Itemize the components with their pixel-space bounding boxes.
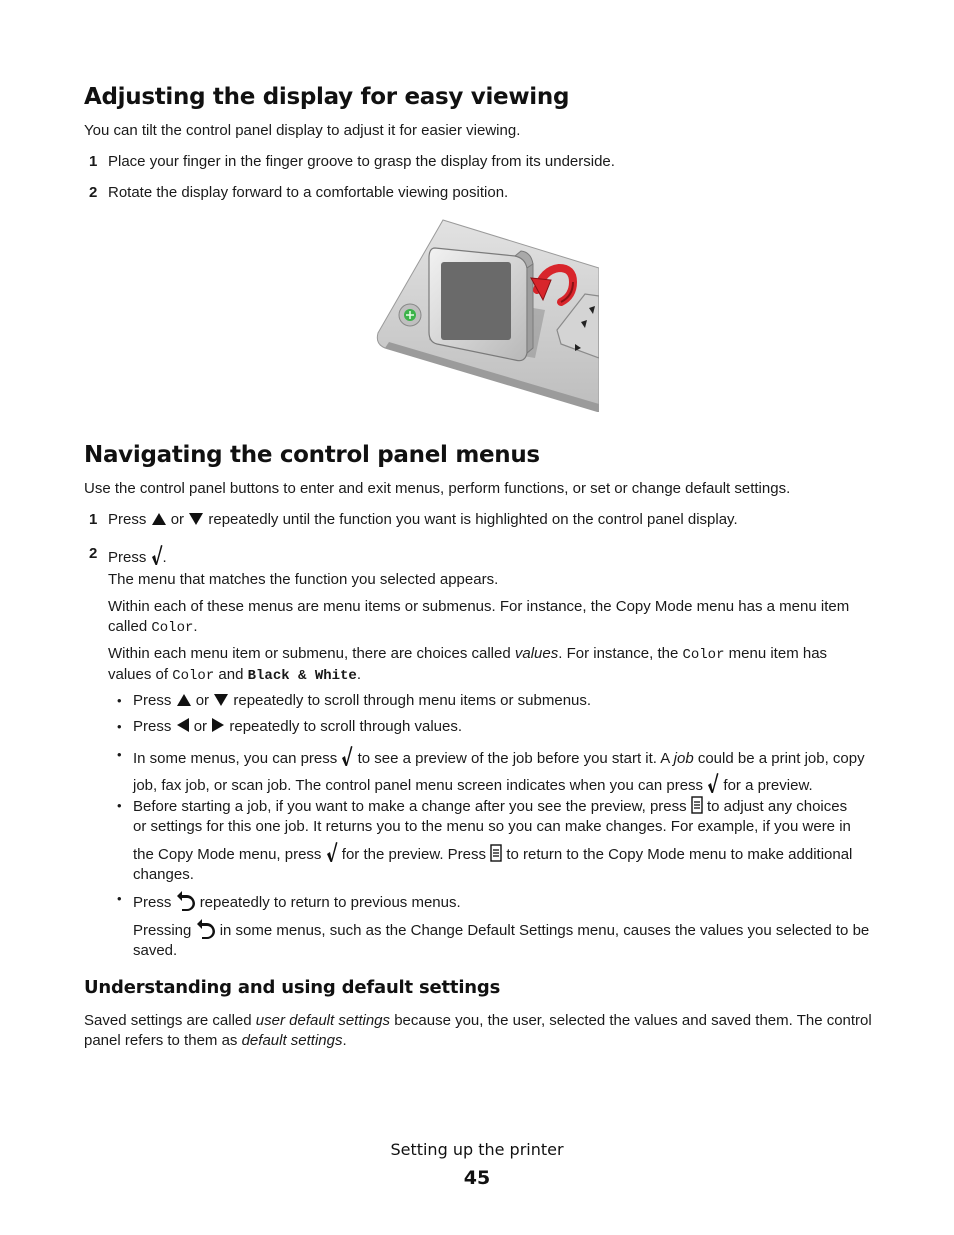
down-arrow-icon <box>213 693 229 707</box>
list-item: Before starting a job, if you want to make a change after you see the preview, press to adjust any choices or settings for this one job. It returns you to the menu so you can make changes. For example, if you were in <box>133 798 851 835</box>
checkmark-icon <box>707 772 719 794</box>
paragraph: Pressing in some menus, such as the Change Default Settings menu, causes the values you selected to be saved. <box>133 917 869 961</box>
bullet: • <box>117 693 122 708</box>
checkmark-icon <box>326 841 338 863</box>
bullet: • <box>117 891 122 906</box>
step-number: 1 <box>89 511 98 528</box>
section-intro: Use the control panel buttons to enter and exit menus, perform functions, or set or change default settings. <box>84 480 791 497</box>
up-arrow-icon <box>151 512 167 526</box>
left-arrow-icon <box>176 717 190 733</box>
back-icon <box>196 917 216 939</box>
paragraph: The menu that matches the function you selected appears. <box>108 571 499 588</box>
list-item: In some menus, you can press to see a preview of the job before you start it. A job could be a print job, copy job, fax job, or scan job. The control panel menu screen indicates when you can press for a preview. <box>133 745 865 799</box>
step-text: Place your finger in the finger groove to grasp the display from its underside. <box>108 153 615 170</box>
power-button-icon <box>399 304 421 326</box>
down-arrow-icon <box>188 512 204 526</box>
section-title-adjusting-display: Adjusting the display for easy viewing <box>84 84 570 110</box>
step-text: Press or repeatedly until the function you want is highlighted on the control panel display. <box>108 511 738 528</box>
bullet: • <box>117 747 122 762</box>
bullet: • <box>117 798 122 813</box>
list-item: Press or repeatedly to scroll through menu items or submenus. <box>133 692 592 709</box>
step-text: Rotate the display forward to a comfortable viewing position. <box>108 184 509 201</box>
paragraph: Saved settings are called user default settings because you, the user, selected the values and saved them. The control panel refers to them as default settings. <box>84 1012 872 1049</box>
paragraph: Within each menu item or submenu, there are choices called values. For instance, the Color menu item has values of Color and Black & White. <box>108 645 828 684</box>
section-title-default-settings: Understanding and using default settings <box>84 977 501 998</box>
page-number: 45 <box>463 1167 491 1189</box>
checkmark-icon <box>341 745 353 767</box>
footer-chapter-title: Setting up the printer <box>390 1140 564 1159</box>
section-title-navigating-menus: Navigating the control panel menus <box>84 442 540 468</box>
step-number: 2 <box>89 184 98 201</box>
list-item-continued: the Copy Mode menu, press for the preview. Press to return to the Copy Mode menu to make additional changes. <box>133 841 852 885</box>
checkmark-icon <box>151 544 163 566</box>
menu-icon <box>490 844 502 862</box>
list-item: Press or repeatedly to scroll through values. <box>133 718 463 735</box>
step-text: Press . <box>108 544 167 568</box>
menu-icon <box>691 796 703 814</box>
list-item: Press repeatedly to return to previous menus. <box>133 889 461 913</box>
control-panel-illustration <box>375 218 599 412</box>
bullet: • <box>117 719 122 734</box>
back-icon <box>176 889 196 911</box>
right-arrow-icon <box>211 717 225 733</box>
section-intro: You can tilt the control panel display to adjust it for easier viewing. <box>84 122 521 139</box>
up-arrow-icon <box>176 693 192 707</box>
step-number: 2 <box>89 545 98 562</box>
paragraph: Within each of these menus are menu items or submenus. For instance, the Copy Mode menu has a menu item called Color. <box>108 598 850 636</box>
step-number: 1 <box>89 153 98 170</box>
